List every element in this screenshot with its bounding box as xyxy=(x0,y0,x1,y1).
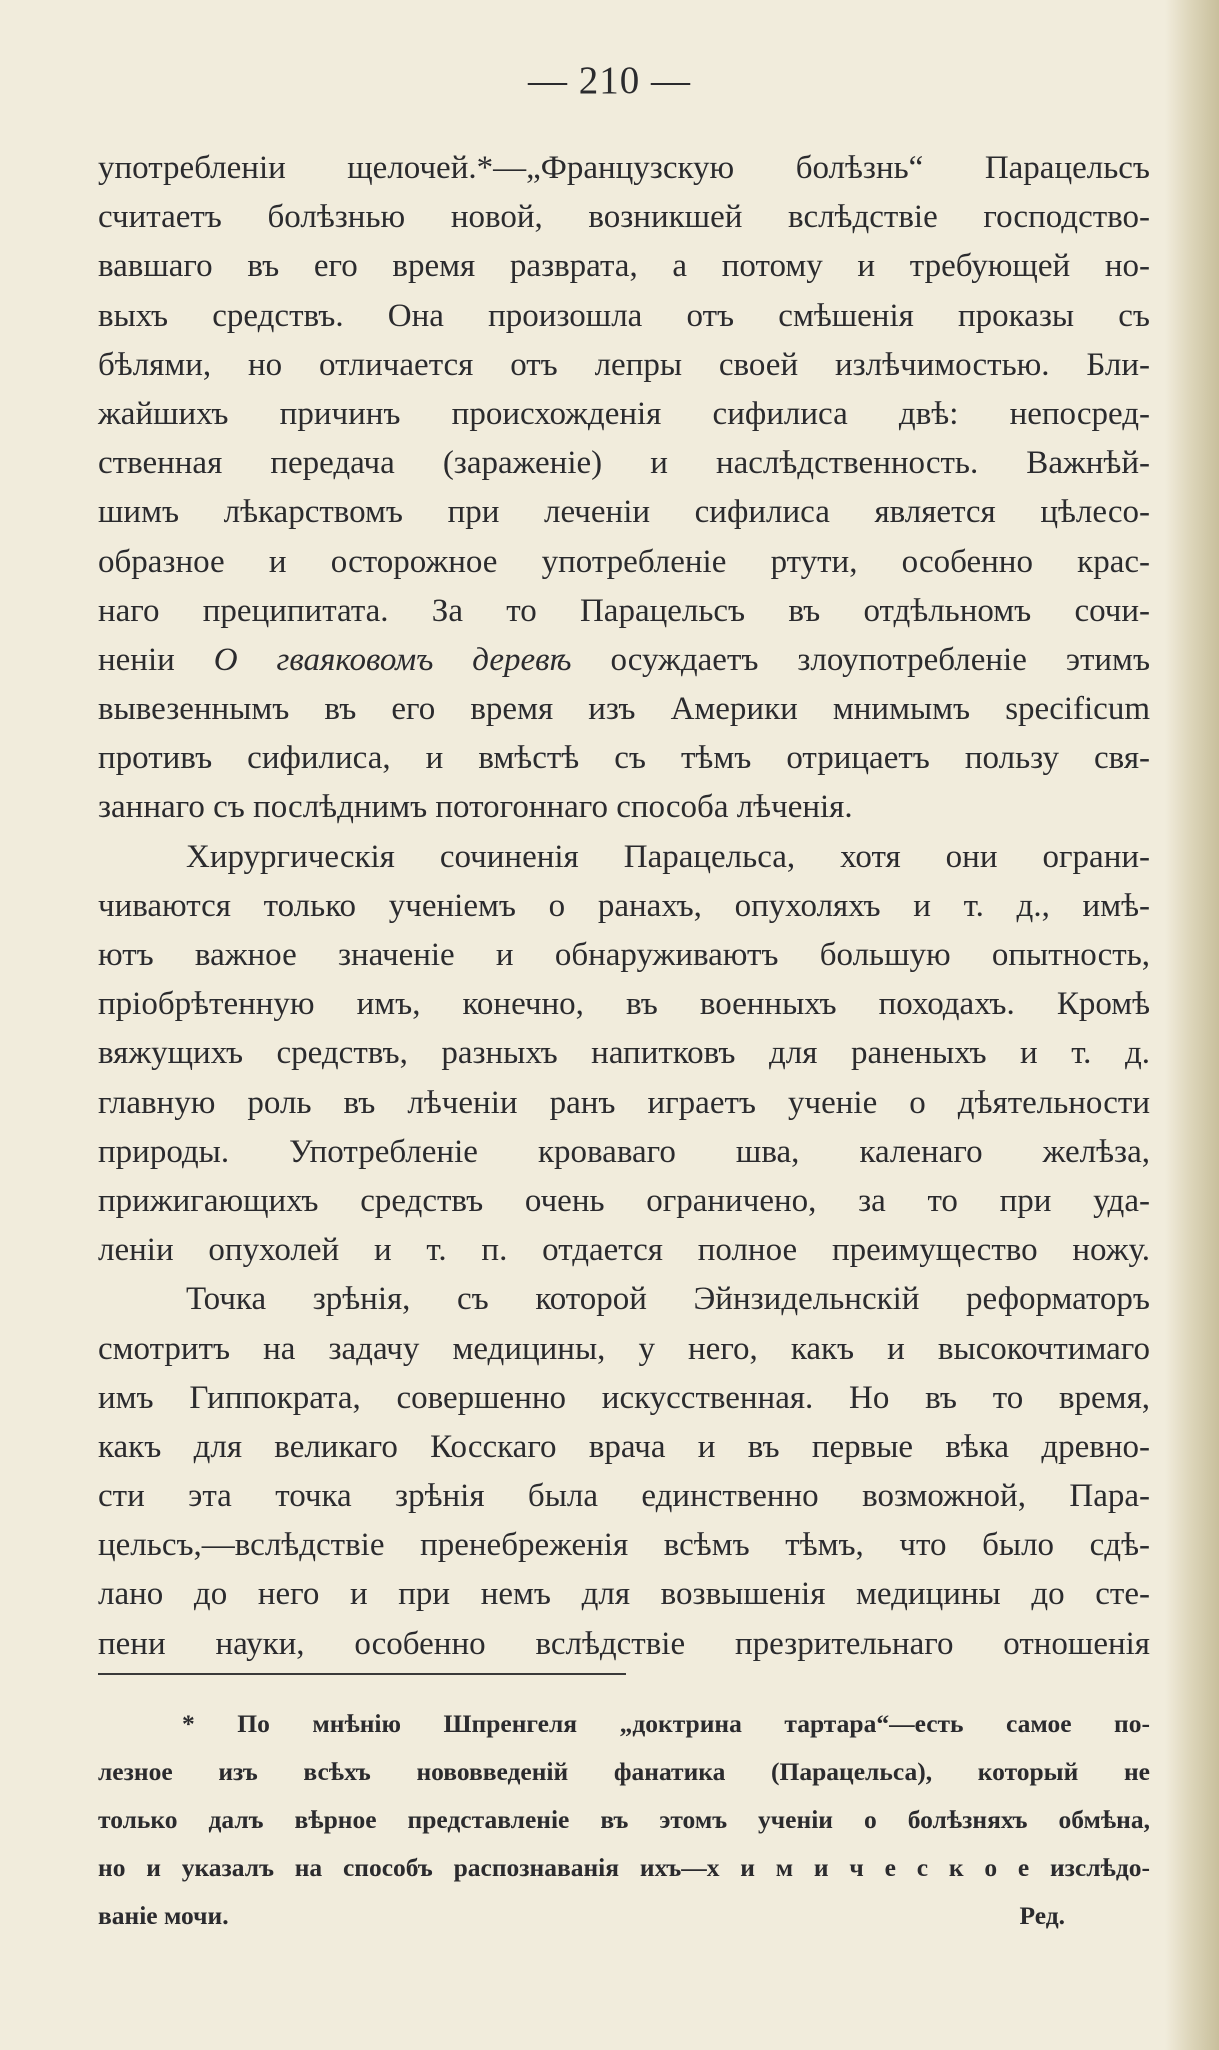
text-line: выхъ средствъ. Она произошла отъ смѣшенія проказы съ xyxy=(98,297,1150,334)
text-line: сти эта точка зрѣнія была единственно возможной, Пара- xyxy=(98,1478,1150,1515)
text-line: наго преципитата. За то Парацельсъ въ отдѣльномъ сочи- xyxy=(98,592,1150,629)
text-line: цельсъ,—вслѣдствіе пренебреженія всѣмъ тѣмъ, что было сдѣ- xyxy=(98,1527,1150,1564)
text-line: ственная передача (зараженіе) и наслѣдственность. Важнѣй- xyxy=(98,445,1150,482)
footnote-divider xyxy=(98,1673,626,1675)
text-fragment: осуждаетъ злоупотребленіе этимъ xyxy=(571,641,1151,678)
text-line: жайшихъ причинъ происхожденія сифилиса двѣ: непосред- xyxy=(98,395,1150,432)
text-line: прижигающихъ средствъ очень ограничено, за то при уда- xyxy=(98,1182,1150,1219)
text-line: чиваются только ученіемъ о ранахъ, опухоляхъ и т. д., имѣ- xyxy=(98,887,1150,924)
editor-signature: Ред. xyxy=(1019,1901,1065,1930)
main-text xyxy=(98,144,1150,1669)
footnote-line-end: ваніе мочи. xyxy=(98,1901,229,1930)
text-line: главную роль въ лѣченіи ранъ играетъ ученіе о дѣятельности xyxy=(98,1084,1150,1121)
text-line: леніи опухолей и т. п. отдается полное преимущество ножу. xyxy=(98,1232,1150,1269)
text-line: употребленіи щелочей.*—„Французскую болѣзнь“ Парацельсъ xyxy=(98,150,1150,186)
footnote-last-line xyxy=(98,1892,1150,1940)
text-line: вяжущихъ средствъ, разныхъ напитковъ для раненыхъ и т. д. xyxy=(98,1035,1150,1072)
text-line: бѣлями, но отличается отъ лепры своей излѣчимостью. Бли- xyxy=(98,346,1150,383)
footnote xyxy=(98,1700,1150,1940)
text-fragment: неніи xyxy=(98,641,214,678)
text-line: шимъ лѣкарствомъ при леченіи сифилиса является цѣлесо- xyxy=(98,494,1150,531)
text-line: ютъ важное значеніе и обнаруживаютъ большую опытность, xyxy=(98,937,1150,973)
page-number: — 210 — xyxy=(528,59,691,102)
paragraph-start: Хирургическія сочиненія Парацельса, хотя они ограни- xyxy=(186,838,1150,875)
text-line: противъ сифилиса, и вмѣстѣ съ тѣмъ отрицаетъ пользу свя- xyxy=(98,740,1150,777)
text-line: какъ для великаго Косскаго врача и въ первые вѣка древно- xyxy=(98,1428,1150,1465)
footnote-line: лезное изъ всѣхъ нововведеній фанатика (Парацельса), который не xyxy=(98,1757,1150,1786)
paragraph-start: Точка зрѣнія, съ которой Эйнзидельнскій реформаторъ xyxy=(186,1281,1150,1318)
italic-book-title: О гваяковомъ деревѣ xyxy=(213,641,572,678)
text-line: пени науки, особенно вслѣдствіе презрительнаго отношенія xyxy=(98,1625,1150,1662)
text-line: пріобрѣтенную имъ, конечно, въ военныхъ походахъ. Кромѣ xyxy=(98,986,1150,1023)
text-line: образное и осторожное употребленіе ртути, особенно крас- xyxy=(98,543,1150,580)
footnote-line: только далъ вѣрное представленіе въ этомъ ученіи о болѣзняхъ обмѣна, xyxy=(98,1805,1150,1834)
text-line: смотритъ на задачу медицины, у него, какъ и высокочтимаго xyxy=(98,1330,1150,1367)
text-line: имъ Гиппократа, совершенно искусственная. Но въ то время, xyxy=(98,1379,1150,1416)
text-line: считаетъ болѣзнью новой, возникшей вслѣдствіе господство- xyxy=(98,199,1150,236)
footnote-line: * По мнѣнію Шпренгеля „доктрина тартара“—есть самое по- xyxy=(182,1709,1150,1738)
text-line: лано до него и при немъ для возвышенія медицины до сте- xyxy=(98,1576,1150,1613)
footnote-line: но и указалъ на способъ распознаванія ихъ—х и м и ч е с к о е изслѣдо- xyxy=(98,1853,1150,1882)
text-line: заннаго съ послѣднимъ потогоннаго способа лѣченія. xyxy=(98,789,853,826)
text-line: вавшаго въ его время разврата, а потому и требующей но- xyxy=(98,248,1150,285)
text-line: природы. Употребленіе кроваваго шва, каленаго желѣза, xyxy=(98,1133,1150,1170)
text-line-with-title xyxy=(98,636,1150,685)
text-line: вывезеннымъ въ его время изъ Америки мнимымъ specificum xyxy=(98,691,1150,728)
